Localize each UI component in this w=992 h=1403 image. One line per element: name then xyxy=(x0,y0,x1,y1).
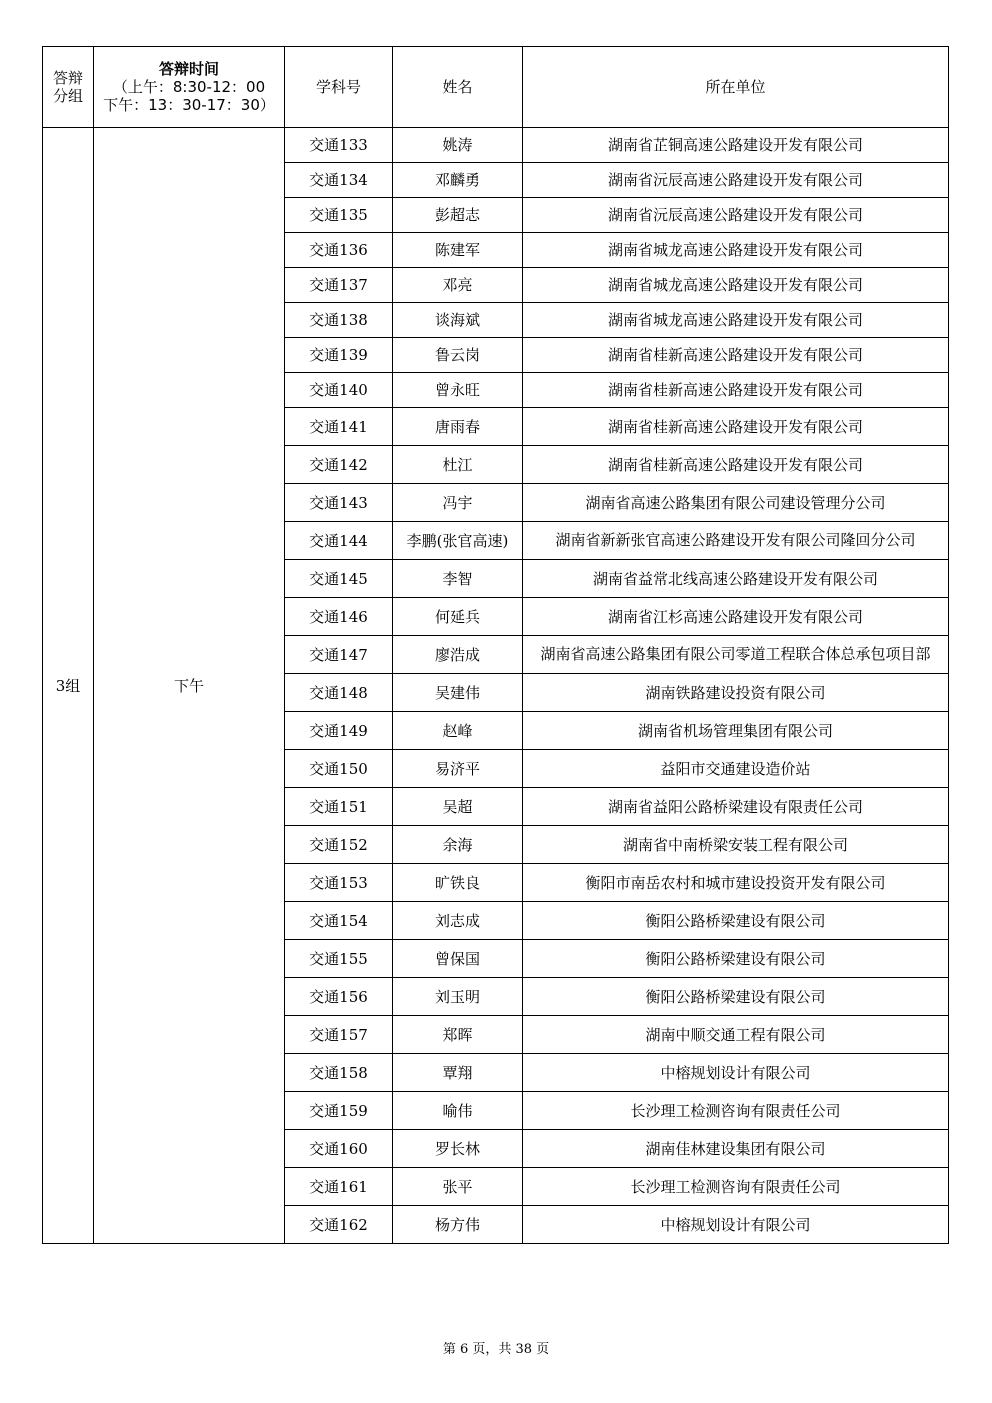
unit-cell: 衡阳公路桥梁建设有限公司 xyxy=(523,978,949,1016)
unit-cell: 中榕规划设计有限公司 xyxy=(523,1206,949,1244)
unit-cell: 湖南省桂新高速公路建设开发有限公司 xyxy=(523,446,949,484)
header-time-title: 答辩时间 xyxy=(158,60,219,78)
unit-cell: 湖南省益阳公路桥梁建设有限责任公司 xyxy=(523,788,949,826)
name-cell: 谈海斌 xyxy=(393,303,523,338)
header-time xyxy=(94,47,285,128)
name-cell: 喻伟 xyxy=(393,1092,523,1130)
name-cell: 吴建伟 xyxy=(393,674,523,712)
subject-no-cell: 交通161 xyxy=(285,1168,393,1206)
name-cell: 杜江 xyxy=(393,446,523,484)
subject-no-cell: 交通159 xyxy=(285,1092,393,1130)
name-cell: 唐雨春 xyxy=(393,408,523,446)
unit-cell: 湖南省芷铜高速公路建设开发有限公司 xyxy=(523,128,949,163)
unit-cell: 衡阳公路桥梁建设有限公司 xyxy=(523,940,949,978)
unit-cell: 湖南省高速公路集团有限公司零道工程联合体总承包项目部 xyxy=(523,636,949,674)
unit-cell: 湖南省中南桥梁安装工程有限公司 xyxy=(523,826,949,864)
page-footer: 第 6 页，共 38 页 xyxy=(442,1342,550,1357)
subject-no-cell: 交通142 xyxy=(285,446,393,484)
unit-cell: 衡阳市南岳农村和城市建设投资开发有限公司 xyxy=(523,864,949,902)
unit-cell: 湖南省机场管理集团有限公司 xyxy=(523,712,949,750)
table-row xyxy=(43,128,949,163)
header-group xyxy=(43,47,94,128)
subject-no-cell: 交通145 xyxy=(285,560,393,598)
subject-no-cell: 交通139 xyxy=(285,338,393,373)
group-cell: 3组 xyxy=(43,128,94,1244)
unit-cell: 湖南省益常北线高速公路建设开发有限公司 xyxy=(523,560,949,598)
subject-no-cell: 交通153 xyxy=(285,864,393,902)
header-time-am: （上午：8:30-12：00 xyxy=(112,78,266,96)
subject-no-cell: 交通133 xyxy=(285,128,393,163)
subject-no-cell: 交通140 xyxy=(285,373,393,408)
unit-cell: 湖南省桂新高速公路建设开发有限公司 xyxy=(523,373,949,408)
subject-no-cell: 交通137 xyxy=(285,268,393,303)
roster-table xyxy=(42,46,949,1244)
subject-no-cell: 交通147 xyxy=(285,636,393,674)
name-cell: 曾永旺 xyxy=(393,373,523,408)
unit-cell: 衡阳公路桥梁建设有限公司 xyxy=(523,902,949,940)
subject-no-cell: 交通160 xyxy=(285,1130,393,1168)
name-cell: 余海 xyxy=(393,826,523,864)
unit-cell: 中榕规划设计有限公司 xyxy=(523,1054,949,1092)
name-cell: 刘玉明 xyxy=(393,978,523,1016)
time-cell: 下午 xyxy=(94,128,285,1244)
subject-no-cell: 交通134 xyxy=(285,163,393,198)
name-cell: 郑晖 xyxy=(393,1016,523,1054)
header-time-pm: 下午：13：30-17：30） xyxy=(103,96,275,114)
table-body xyxy=(43,128,949,1244)
unit-cell: 湖南省江杉高速公路建设开发有限公司 xyxy=(523,598,949,636)
unit-cell: 益阳市交通建设造价站 xyxy=(523,750,949,788)
unit-cell: 湖南中顺交通工程有限公司 xyxy=(523,1016,949,1054)
subject-no-cell: 交通150 xyxy=(285,750,393,788)
subject-no-cell: 交通157 xyxy=(285,1016,393,1054)
unit-cell: 湖南省新新张官高速公路建设开发有限公司隆回分公司 xyxy=(523,522,949,560)
name-cell: 杨方伟 xyxy=(393,1206,523,1244)
name-cell: 鲁云岗 xyxy=(393,338,523,373)
subject-no-cell: 交通152 xyxy=(285,826,393,864)
name-cell: 刘志成 xyxy=(393,902,523,940)
unit-cell: 湖南佳林建设集团有限公司 xyxy=(523,1130,949,1168)
unit-cell: 湖南省沅辰高速公路建设开发有限公司 xyxy=(523,198,949,233)
name-cell: 冯宇 xyxy=(393,484,523,522)
subject-no-cell: 交通144 xyxy=(285,522,393,560)
name-cell: 彭超志 xyxy=(393,198,523,233)
unit-cell: 长沙理工检测咨询有限责任公司 xyxy=(523,1092,949,1130)
subject-no-cell: 交通151 xyxy=(285,788,393,826)
subject-no-cell: 交通158 xyxy=(285,1054,393,1092)
subject-no-cell: 交通143 xyxy=(285,484,393,522)
name-cell: 何延兵 xyxy=(393,598,523,636)
unit-cell: 湖南省城龙高速公路建设开发有限公司 xyxy=(523,303,949,338)
unit-cell: 湖南铁路建设投资有限公司 xyxy=(523,674,949,712)
unit-cell: 湖南省城龙高速公路建设开发有限公司 xyxy=(523,268,949,303)
subject-no-cell: 交通154 xyxy=(285,902,393,940)
name-cell: 李鹏(张官高速) xyxy=(393,522,523,560)
name-cell: 姚涛 xyxy=(393,128,523,163)
subject-no-cell: 交通146 xyxy=(285,598,393,636)
name-cell: 李智 xyxy=(393,560,523,598)
name-cell: 邓麟勇 xyxy=(393,163,523,198)
unit-cell: 湖南省城龙高速公路建设开发有限公司 xyxy=(523,233,949,268)
subject-no-cell: 交通138 xyxy=(285,303,393,338)
header-name: 姓名 xyxy=(393,47,523,128)
header-subject-no: 学科号 xyxy=(285,47,393,128)
subject-no-cell: 交通156 xyxy=(285,978,393,1016)
name-cell: 邓亮 xyxy=(393,268,523,303)
name-cell: 赵峰 xyxy=(393,712,523,750)
table-header-row xyxy=(43,47,949,128)
name-cell: 吴超 xyxy=(393,788,523,826)
name-cell: 陈建军 xyxy=(393,233,523,268)
unit-cell: 湖南省沅辰高速公路建设开发有限公司 xyxy=(523,163,949,198)
unit-cell: 湖南省桂新高速公路建设开发有限公司 xyxy=(523,338,949,373)
name-cell: 曾保国 xyxy=(393,940,523,978)
unit-cell: 长沙理工检测咨询有限责任公司 xyxy=(523,1168,949,1206)
header-unit: 所在单位 xyxy=(523,47,949,128)
subject-no-cell: 交通141 xyxy=(285,408,393,446)
name-cell: 覃翔 xyxy=(393,1054,523,1092)
subject-no-cell: 交通149 xyxy=(285,712,393,750)
name-cell: 张平 xyxy=(393,1168,523,1206)
subject-no-cell: 交通135 xyxy=(285,198,393,233)
subject-no-cell: 交通155 xyxy=(285,940,393,978)
subject-no-cell: 交通162 xyxy=(285,1206,393,1244)
subject-no-cell: 交通136 xyxy=(285,233,393,268)
unit-cell: 湖南省桂新高速公路建设开发有限公司 xyxy=(523,408,949,446)
header-group-label: 答辩分组 xyxy=(52,69,83,105)
subject-no-cell: 交通148 xyxy=(285,674,393,712)
name-cell: 易济平 xyxy=(393,750,523,788)
name-cell: 罗长林 xyxy=(393,1130,523,1168)
unit-cell: 湖南省高速公路集团有限公司建设管理分公司 xyxy=(523,484,949,522)
name-cell: 旷铁良 xyxy=(393,864,523,902)
name-cell: 廖浩成 xyxy=(393,636,523,674)
